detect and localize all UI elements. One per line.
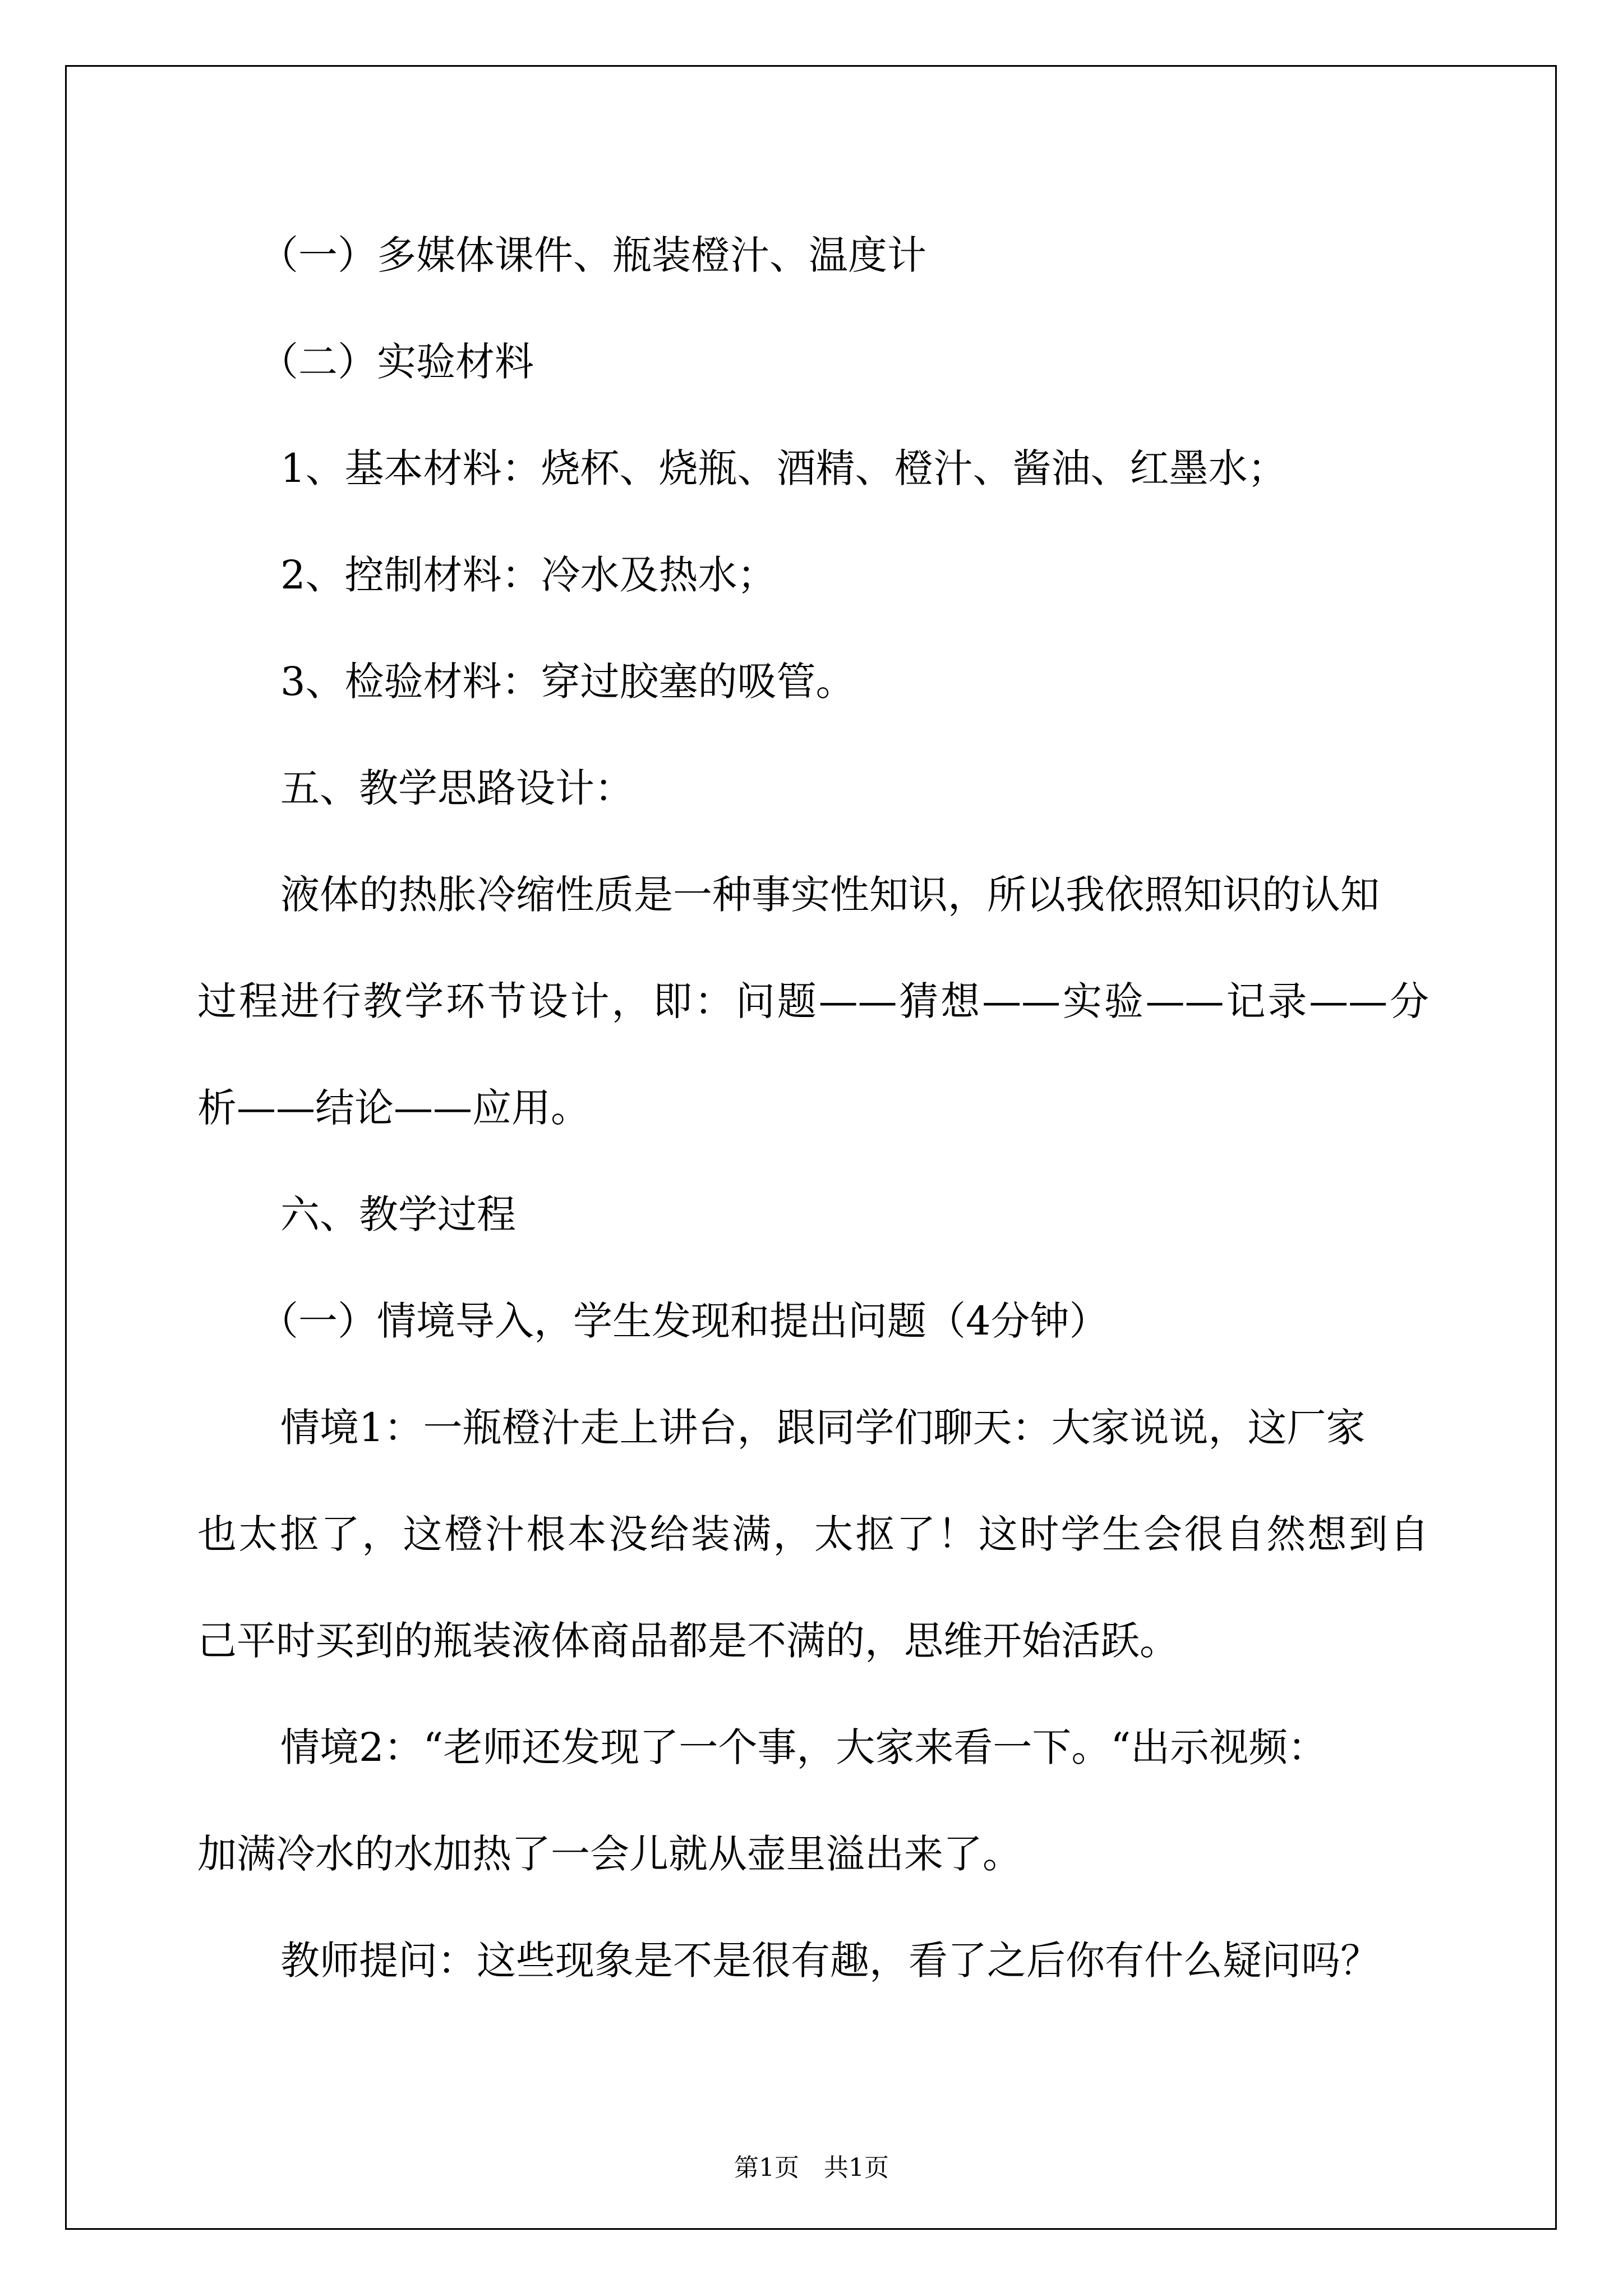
text-line-12: 情境1：一瓶橙汁走上讲台，跟同学们聊天：大家说说，这厂家: [280, 1405, 1366, 1451]
text-line-9: 析——结论——应用。: [197, 1085, 590, 1131]
section-heading-5: 五、教学思路设计：: [280, 765, 634, 811]
text-line-1: （一）多媒体课件、瓶装橙汁、温度计: [259, 232, 926, 278]
text-line-3: 1、基本材料：烧杯、烧瓶、酒精、橙汁、酱油、红墨水；: [280, 445, 1287, 491]
text-line-14: 己平时买到的瓶装液体商品都是不满的，思维开始活跃。: [197, 1618, 1179, 1664]
text-line-2: （二）实验材料: [259, 339, 534, 385]
text-line-13: 也太抠了，这橙汁根本没给装满，太抠了！这时学生会很自然想到自: [197, 1511, 1429, 1557]
text-line-17: 教师提问：这些现象是不是很有趣，看了之后你有什么疑问吗？: [280, 1938, 1380, 1984]
text-line-15: 情境2：“老师还发现了一个事，大家来看一下。“出示视频：: [280, 1724, 1327, 1770]
text-line-5: 3、检验材料：穿过胶塞的吸管。: [280, 659, 855, 705]
text-line-11: （一）情境导入，学生发现和提出问题（4分钟）: [259, 1298, 1109, 1344]
text-line-4: 2、控制材料：冷水及热水；: [280, 552, 777, 598]
page-footer: 第1页 共1页: [734, 2154, 889, 2182]
text-line-16: 加满冷水的水加热了一会儿就从壶里溢出来了。: [197, 1831, 1022, 1877]
text-line-8: 过程进行教学环节设计，即：问题——猜想——实验——记录——分: [197, 978, 1429, 1024]
text-line-7: 液体的热胀冷缩性质是一种事实性知识，所以我依照知识的认知: [280, 872, 1380, 918]
section-heading-6: 六、教学过程: [280, 1191, 516, 1237]
